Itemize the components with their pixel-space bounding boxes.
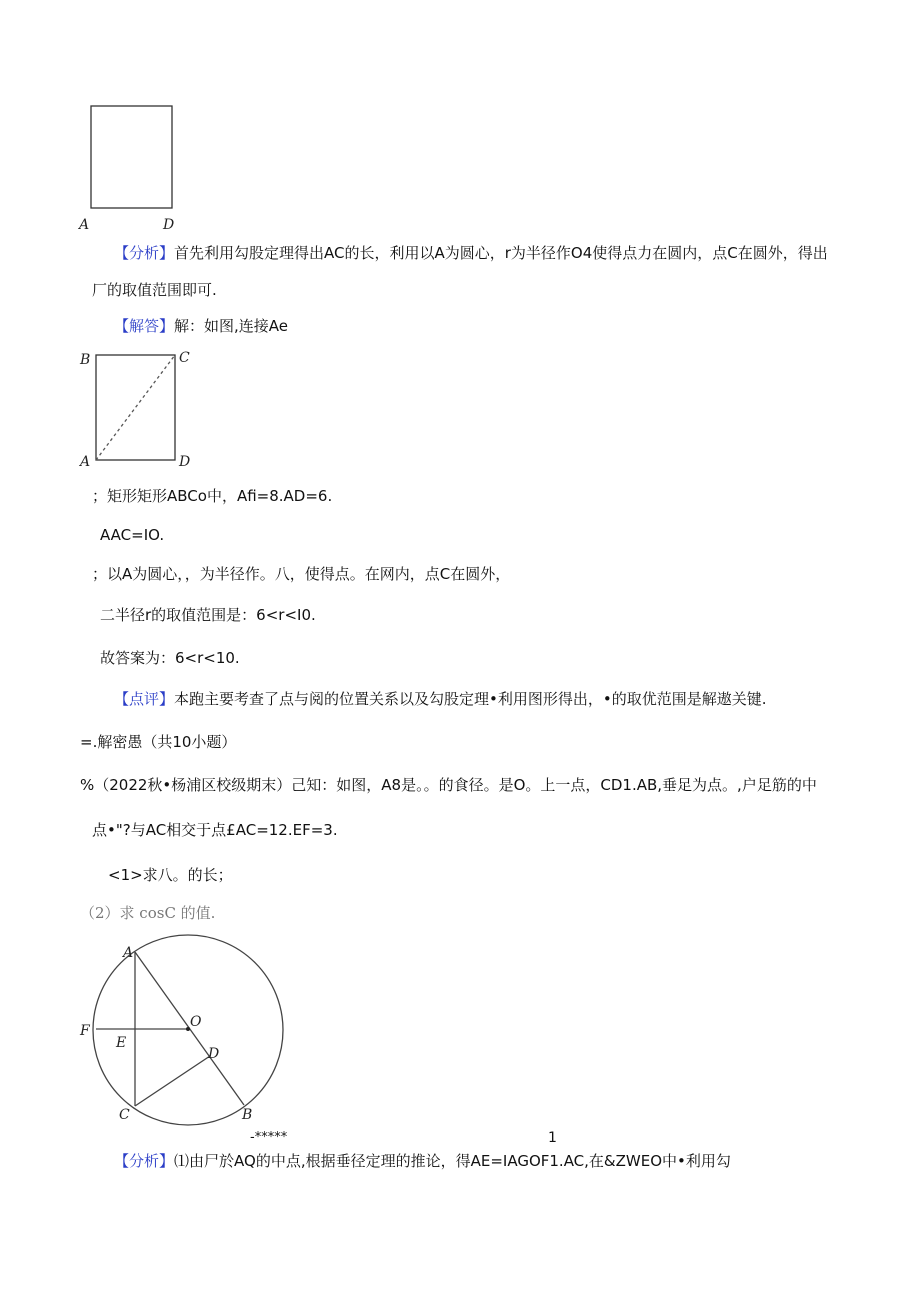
problem-line-2: 点•"?与AC相交于点£AC=12.EF=3.: [92, 821, 338, 839]
circle-geometry-figure: [70, 938, 300, 1138]
label-o: O: [190, 1014, 202, 1030]
step-5: 故答案为：6<r<10.: [100, 649, 240, 667]
footer-mark: -*****: [250, 1130, 288, 1145]
label-b: B: [80, 352, 91, 368]
label-c: C: [119, 1107, 130, 1123]
comment-line: [114, 689, 766, 709]
rectangle-figure-2: [75, 346, 205, 471]
label-f: F: [80, 1023, 90, 1039]
problem-line-1: %（2022秋•杨浦区校级期末）己知：如图，A8是。。的食径。是O。上一点，CD1.AB,垂足为点。,户足筋的中: [80, 776, 817, 794]
step-1: ；矩形矩形ABCo中，Afi=8.AD=6.: [92, 487, 333, 505]
analysis-2-tag: 【分析】: [114, 1152, 175, 1170]
analysis-tag: 【分析】: [114, 244, 175, 262]
rectangle-figure-1: [75, 100, 195, 235]
question-2: （2）求 cosC 的值.: [80, 904, 216, 922]
page-number: 1: [548, 1130, 557, 1146]
analysis-2-line: [114, 1151, 731, 1171]
comment-text: 本跑主要考查了点与阅的位置关系以及勾股定理•利用图形得出，•的取优范围是解遨关键.: [174, 690, 767, 708]
label-a: A: [123, 945, 134, 961]
label-b: B: [242, 1107, 253, 1123]
step-2: AAC=IO.: [100, 526, 165, 544]
solution-line: [114, 316, 288, 336]
analysis-2-text: ⑴由尸於AQ的中点,根据垂径定理的推论，得AE=IAGOF1.AC,在&ZWEO中•利用勾: [174, 1152, 731, 1170]
analysis-line-2: 厂的取值范围即可.: [92, 281, 217, 299]
label-d: D: [163, 217, 175, 233]
step-3: ；以A为圆心，，为半径作。八，使得点。在网内，点C在圆外，: [92, 565, 511, 583]
section-title: =.解密愚（共10小题）: [80, 733, 237, 751]
label-a: A: [80, 454, 91, 470]
analysis-text: 首先利用勾股定理得出AC的长，利用以A为圆心，r为半径作O4使得点力在圆内，点C在圆外，得出: [174, 244, 828, 262]
question-1: <1>求八。的长；: [108, 866, 233, 884]
solution-tag: 【解答】: [114, 317, 175, 335]
step-4: 二半径r的取值范围是：6<r<I0.: [100, 606, 316, 624]
label-d: D: [179, 454, 191, 470]
solution-text: 解：如图,连接Ae: [174, 317, 289, 335]
analysis-line-1: [114, 243, 828, 263]
comment-tag: 【点评】: [114, 690, 175, 708]
label-c: C: [179, 350, 190, 366]
diagonal-ac: [96, 355, 175, 460]
label-e: E: [116, 1035, 127, 1051]
label-a: A: [79, 217, 90, 233]
label-d: D: [208, 1046, 220, 1062]
segment-cd: [135, 1056, 210, 1106]
